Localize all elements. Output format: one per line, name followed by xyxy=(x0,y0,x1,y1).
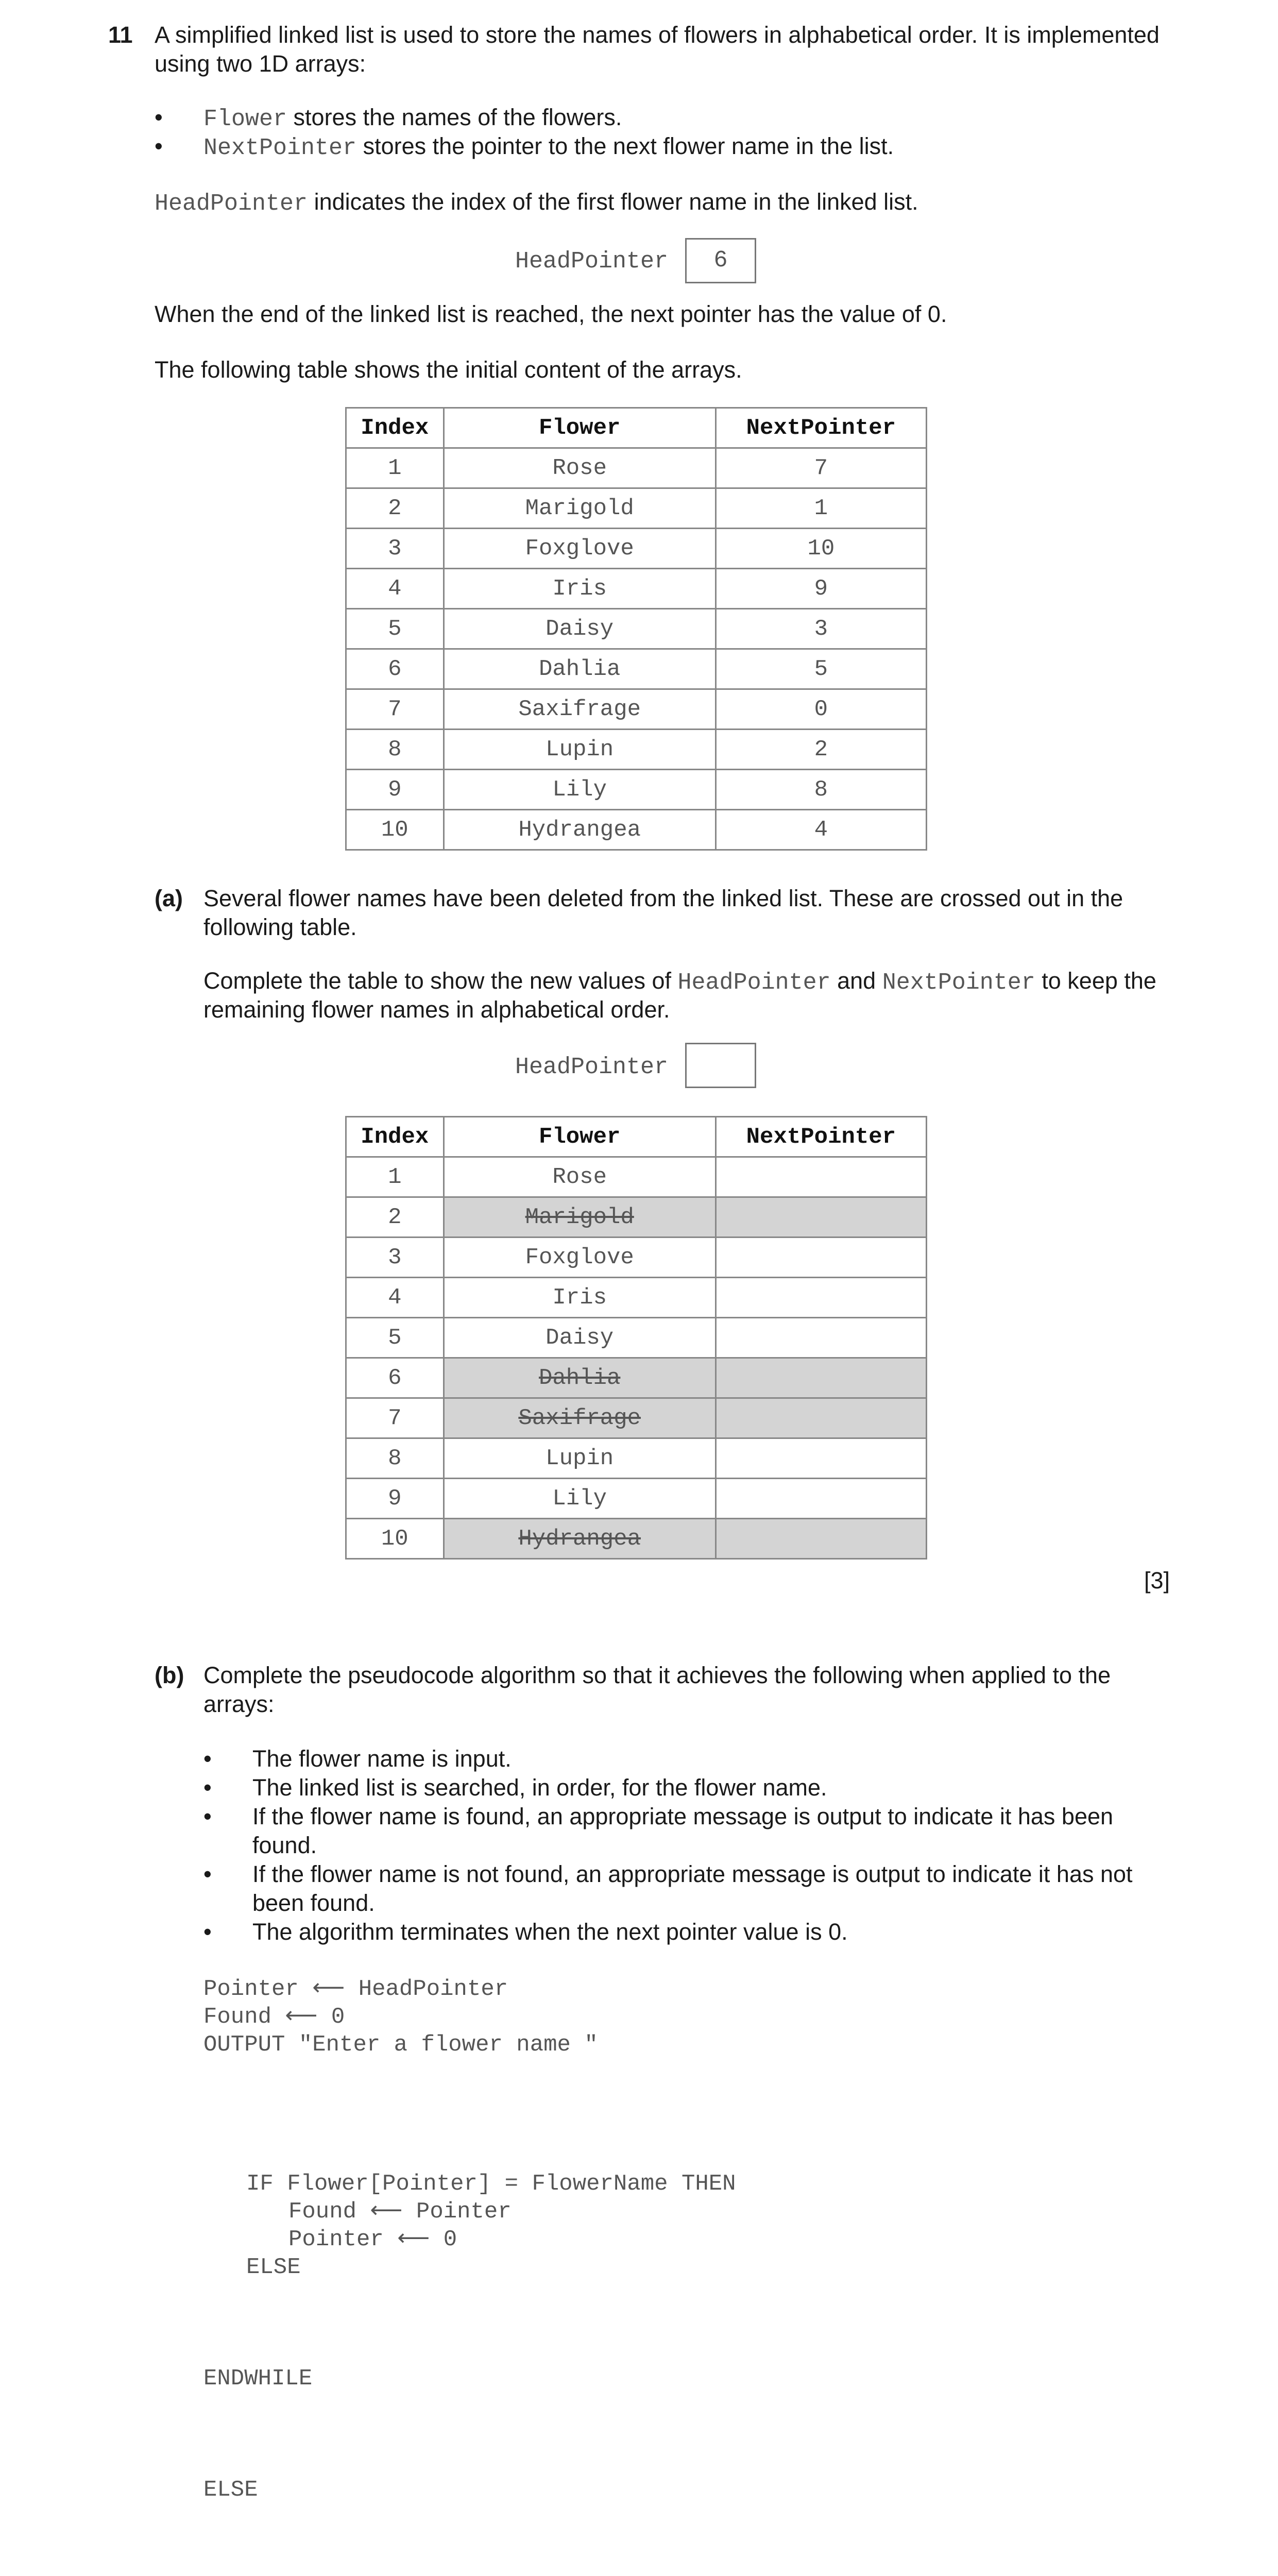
index-cell: 8 xyxy=(346,1438,444,1479)
column-header-flower: Flower xyxy=(444,1117,715,1157)
nextpointer-cell: 7 xyxy=(715,448,926,488)
code-line-output-prompt: OUTPUT "Enter a flower name " xyxy=(203,2032,598,2058)
table-row xyxy=(346,1398,927,1438)
part-b-bullet-3-cont: found. xyxy=(252,1832,317,1858)
column-header-nextpointer: NextPointer xyxy=(715,408,926,448)
flower-cell: Marigold xyxy=(444,488,715,529)
flower-cell: Iris xyxy=(444,1278,715,1318)
part-a-marks: [3] xyxy=(1144,1567,1170,1594)
part-b-bullet-3: If the flower name is found, an appropriate message is output to indicate it has been xyxy=(252,1803,1114,1829)
table-row xyxy=(346,1358,927,1398)
part-b-bullet-4-cont: been found. xyxy=(252,1890,375,1916)
intro-bullet-flower: Flower stores the names of the flowers. xyxy=(203,104,622,132)
flower-cell: Daisy xyxy=(444,609,715,649)
flower-cell: Foxglove xyxy=(444,529,715,569)
index-cell: 6 xyxy=(346,1358,444,1398)
part-b-bullet-5: The algorithm terminates when the next pointer value is 0. xyxy=(252,1919,848,1945)
table-row xyxy=(346,1318,927,1358)
column-header-flower: Flower xyxy=(444,408,715,448)
table-row xyxy=(346,730,927,770)
table-intro-text: The following table shows the initial content of the arrays. xyxy=(155,357,742,383)
flower-cell: Iris xyxy=(444,569,715,609)
table-row xyxy=(346,689,927,730)
index-cell: 8 xyxy=(346,730,444,770)
flower-cell: Daisy xyxy=(444,1318,715,1358)
table-header-row xyxy=(346,408,927,448)
flower-cell: Hydrangea xyxy=(444,810,715,850)
nextpointer-answer-cell[interactable] xyxy=(715,1479,926,1519)
flower-cell: Rose xyxy=(444,448,715,488)
table-header-row xyxy=(346,1117,927,1157)
flower-cell: Lily xyxy=(444,1479,715,1519)
intro-line-2: using two 1D arrays: xyxy=(155,50,366,77)
part-a-label: (a) xyxy=(155,885,183,911)
index-cell: 9 xyxy=(346,1479,444,1519)
table-row xyxy=(346,810,927,850)
bullet-icon: • xyxy=(155,104,163,130)
nextpointer-answer-cell[interactable] xyxy=(715,1238,926,1278)
table-row xyxy=(346,448,927,488)
bullet-icon: • xyxy=(203,1774,212,1801)
deleted-arrays-table xyxy=(345,1116,927,1560)
code-line-pointer-init: Pointer ⟵ HeadPointer xyxy=(203,1976,508,2002)
column-header-nextpointer: NextPointer xyxy=(715,1117,926,1157)
initial-arrays-table xyxy=(345,407,927,851)
end-of-list-text: When the end of the linked list is reached, the next pointer has the value of 0. xyxy=(155,301,947,327)
nextpointer-cell: 1 xyxy=(715,488,926,529)
headpointer-label: HeadPointer xyxy=(515,248,669,275)
index-cell: 2 xyxy=(346,1197,444,1238)
nextpointer-cell: 5 xyxy=(715,649,926,689)
code-line-else-inner: ELSE xyxy=(246,2255,301,2280)
part-b-bullet-1: The flower name is input. xyxy=(252,1745,512,1772)
bullet-icon: • xyxy=(203,1745,212,1772)
flower-cell: Dahlia xyxy=(444,649,715,689)
part-b-label: (b) xyxy=(155,1662,184,1688)
nextpointer-answer-cell xyxy=(715,1398,926,1438)
nextpointer-answer-cell xyxy=(715,1358,926,1398)
column-header-index: Index xyxy=(346,408,444,448)
table-row xyxy=(346,649,927,689)
part-b-bullet-4: If the flower name is not found, an appropriate message is output to indicate it has not xyxy=(252,1861,1133,1887)
part-b-bullet-2: The linked list is searched, in order, for the flower name. xyxy=(252,1774,827,1801)
table-row xyxy=(346,770,927,810)
index-cell: 3 xyxy=(346,1238,444,1278)
flower-cell: Lupin xyxy=(444,730,715,770)
part-b-line-1: Complete the pseudocode algorithm so that it achieves the following when applied to the xyxy=(203,1662,1111,1688)
nextpointer-answer-cell xyxy=(715,1519,926,1559)
part-b-line-2: arrays: xyxy=(203,1691,275,1717)
table-row xyxy=(346,1438,927,1479)
deleted-flower-cell: Dahlia xyxy=(444,1358,715,1398)
column-header-index: Index xyxy=(346,1117,444,1157)
table-row xyxy=(346,488,927,529)
deleted-flower-cell: Marigold xyxy=(444,1197,715,1238)
code-line-if: IF Flower[Pointer] = FlowerName THEN xyxy=(246,2171,736,2197)
part-a-line-4: remaining flower names in alphabetical order. xyxy=(203,996,670,1023)
code-line-pointer-zero: Pointer ⟵ 0 xyxy=(288,2227,457,2252)
table-row xyxy=(346,609,927,649)
nextpointer-answer-cell[interactable] xyxy=(715,1278,926,1318)
code-line-else-outer: ELSE xyxy=(203,2477,258,2503)
table-row xyxy=(346,569,927,609)
index-cell: 7 xyxy=(346,689,444,730)
code-line-found-assign: Found ⟵ Pointer xyxy=(288,2199,512,2225)
index-cell: 9 xyxy=(346,770,444,810)
nextpointer-answer-cell[interactable] xyxy=(715,1438,926,1479)
part-a-line-3: Complete the table to show the new values of HeadPointer and NextPointer to keep the xyxy=(203,968,1156,996)
bullet-icon: • xyxy=(155,133,163,159)
headpointer-answer-box[interactable] xyxy=(685,1043,756,1088)
index-cell: 3 xyxy=(346,529,444,569)
code-line-found-init: Found ⟵ 0 xyxy=(203,2004,345,2030)
table-row xyxy=(346,1238,927,1278)
part-a-line-2: following table. xyxy=(203,914,357,940)
code-line-endwhile: ENDWHILE xyxy=(203,2366,313,2392)
flower-cell: Lupin xyxy=(444,1438,715,1479)
index-cell: 5 xyxy=(346,609,444,649)
headpointer-value-box: 6 xyxy=(685,238,756,283)
table-row xyxy=(346,1278,927,1318)
headpointer-answer-label: HeadPointer xyxy=(515,1054,669,1080)
flower-cell: Rose xyxy=(444,1157,715,1197)
table-row xyxy=(346,1157,927,1197)
headpointer-description: HeadPointer indicates the index of the first flower name in the linked list. xyxy=(155,189,918,217)
nextpointer-cell: 9 xyxy=(715,569,926,609)
index-cell: 1 xyxy=(346,1157,444,1197)
flower-cell: Foxglove xyxy=(444,1238,715,1278)
index-cell: 4 xyxy=(346,1278,444,1318)
flower-cell: Lily xyxy=(444,770,715,810)
table-row xyxy=(346,1519,927,1559)
deleted-flower-cell: Saxifrage xyxy=(444,1398,715,1438)
table-row xyxy=(346,1479,927,1519)
intro-line-1: A simplified linked list is used to store the names of flowers in alphabetical order. It is implemented xyxy=(155,22,1160,48)
nextpointer-cell: 2 xyxy=(715,730,926,770)
bullet-icon: • xyxy=(203,1919,212,1945)
index-cell: 2 xyxy=(346,488,444,529)
part-a-line-1: Several flower names have been deleted from the linked list. These are crossed out in the xyxy=(203,885,1123,911)
table-row xyxy=(346,529,927,569)
index-cell: 4 xyxy=(346,569,444,609)
deleted-flower-cell: Hydrangea xyxy=(444,1519,715,1559)
flower-cell: Saxifrage xyxy=(444,689,715,730)
bullet-icon: • xyxy=(203,1861,212,1887)
nextpointer-cell: 4 xyxy=(715,810,926,850)
index-cell: 5 xyxy=(346,1318,444,1358)
intro-bullet-nextpointer: NextPointer stores the pointer to the next flower name in the list. xyxy=(203,133,894,161)
table-row xyxy=(346,1197,927,1238)
bullet-icon: • xyxy=(203,1803,212,1829)
nextpointer-answer-cell[interactable] xyxy=(715,1157,926,1197)
nextpointer-answer-cell xyxy=(715,1197,926,1238)
index-cell: 1 xyxy=(346,448,444,488)
index-cell: 7 xyxy=(346,1398,444,1438)
nextpointer-cell: 3 xyxy=(715,609,926,649)
question-number: 11 xyxy=(108,22,133,48)
nextpointer-answer-cell[interactable] xyxy=(715,1318,926,1358)
index-cell: 10 xyxy=(346,1519,444,1559)
nextpointer-cell: 0 xyxy=(715,689,926,730)
nextpointer-cell: 8 xyxy=(715,770,926,810)
index-cell: 6 xyxy=(346,649,444,689)
index-cell: 10 xyxy=(346,810,444,850)
nextpointer-cell: 10 xyxy=(715,529,926,569)
